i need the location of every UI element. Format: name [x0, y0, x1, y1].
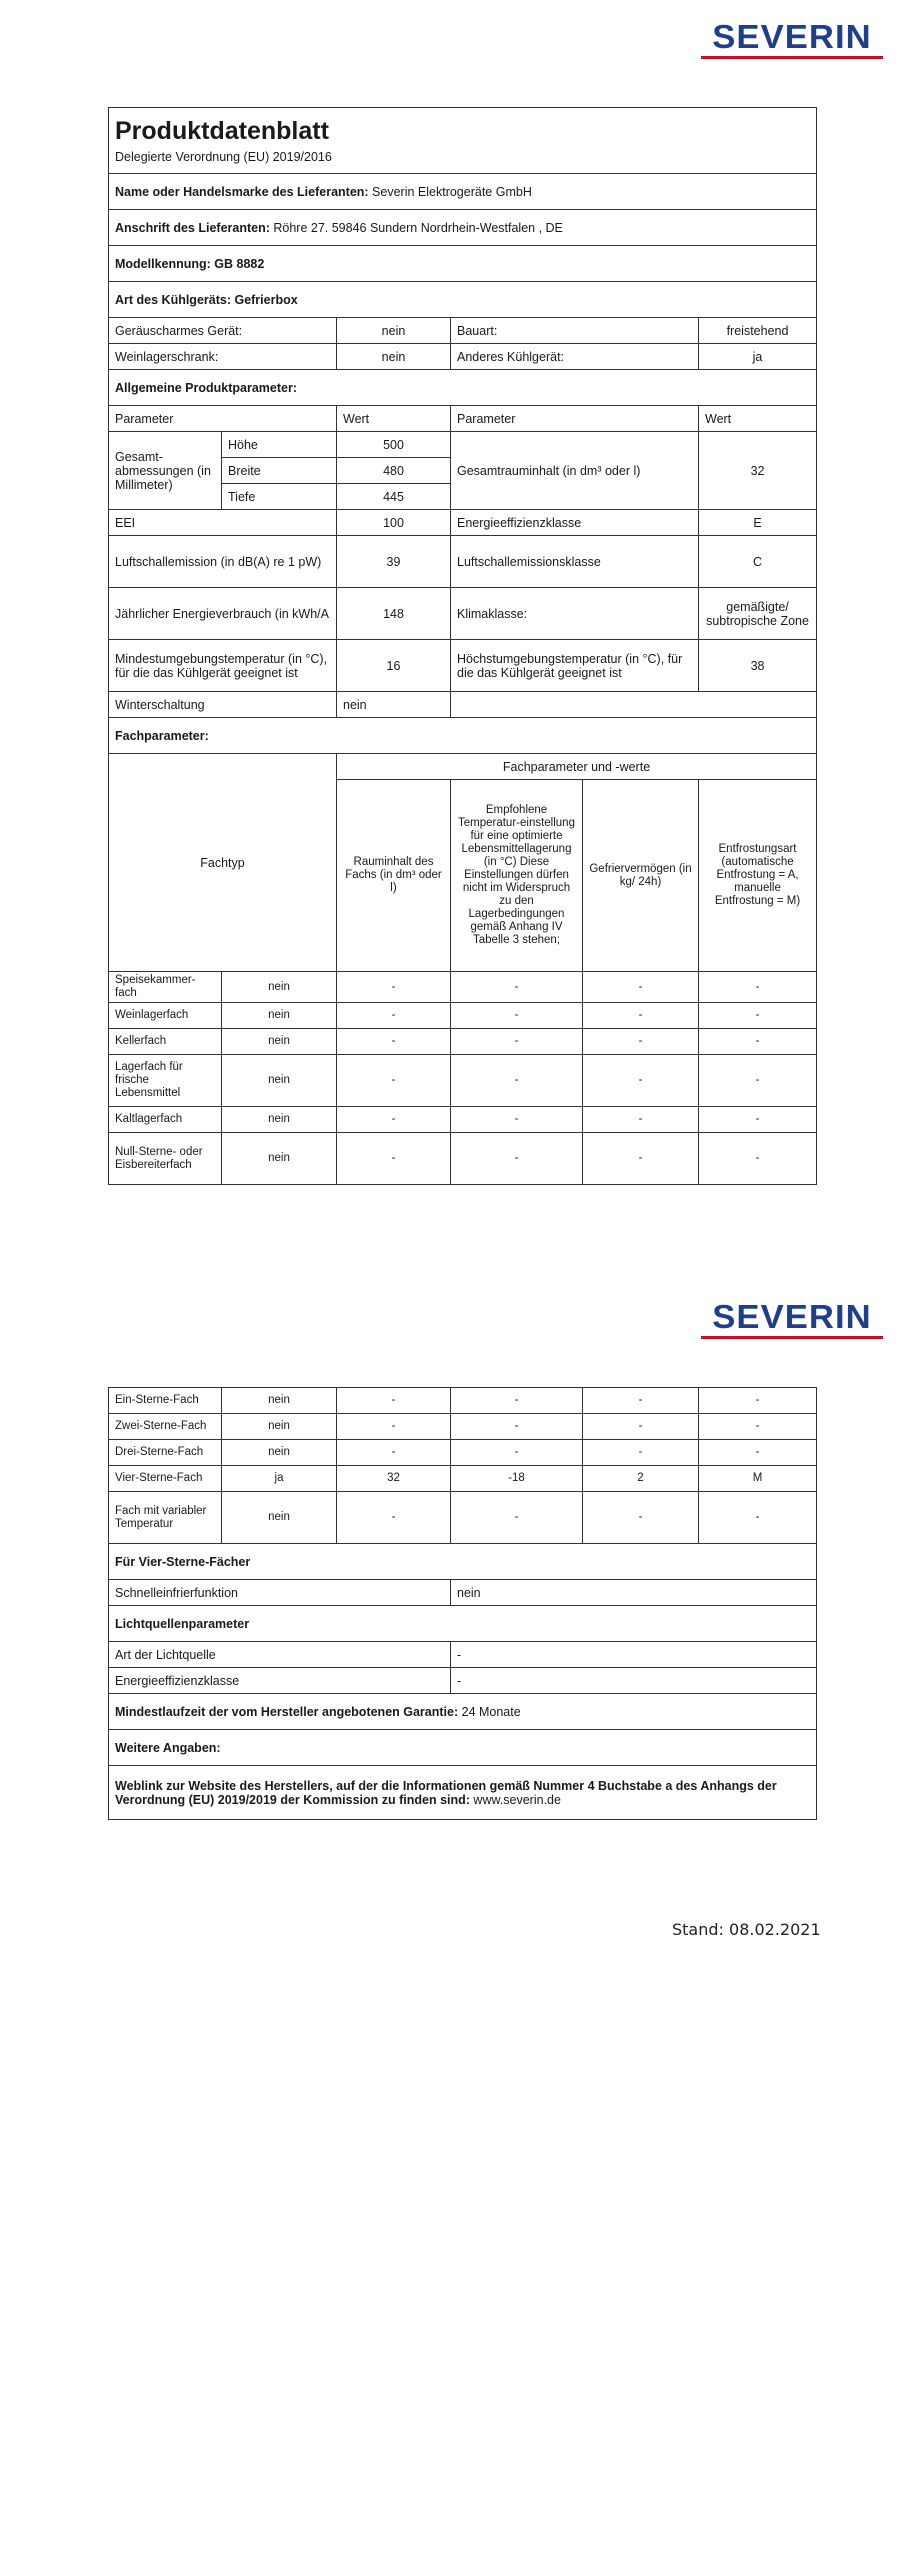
annual-energy-value: 148	[337, 588, 451, 640]
compartment-freeze: -	[583, 1133, 699, 1185]
compartment-present: nein	[222, 1440, 337, 1466]
compartment-freeze: -	[583, 1440, 699, 1466]
compartment-defrost: -	[699, 1492, 817, 1544]
noise-class-label: Luftschallemissionsklasse	[451, 536, 699, 588]
winter-mode-empty	[451, 692, 817, 718]
product-datasheet-table-page1	[108, 107, 817, 1185]
compartment-defrost: -	[699, 1003, 817, 1029]
total-volume-value: 32	[699, 432, 817, 510]
warranty-value: 24 Monate	[458, 1704, 521, 1719]
compartment-name: Weinlagerfach	[109, 1003, 222, 1029]
quick-freeze-label: Schnelleinfrierfunktion	[109, 1580, 451, 1606]
compartment-temp: -	[451, 1414, 583, 1440]
climate-class-value: gemäßigte/ subtropische Zone	[699, 588, 817, 640]
appliance-type-value: Gefrierbox	[231, 292, 298, 307]
supplier-row	[109, 174, 817, 210]
compartment-row	[109, 1133, 817, 1185]
noise-class-value: C	[699, 536, 817, 588]
quick-freeze-value: nein	[451, 1580, 817, 1606]
weblink-label: Weblink zur Website des Herstellers, auf der die Informationen gemäß Nummer 4 Buchstabe a des Anhangs der Verordnung (EU) 2019/2019 der Kommission zu finden sind:	[115, 1778, 777, 1807]
compartment-defrost: -	[699, 972, 817, 1003]
compartment-row	[109, 1107, 817, 1133]
energy-class-label: Energieeffizienzklasse	[451, 510, 699, 536]
compartment-temp: -	[451, 1388, 583, 1414]
brand-underline	[701, 56, 883, 59]
compartment-rows-page1	[109, 972, 817, 1185]
compartment-present: nein	[222, 1133, 337, 1185]
weblink-value[interactable]: www.severin.de	[469, 1792, 561, 1807]
compartment-defrost: -	[699, 1055, 817, 1107]
brand-wordmark-page2: SEVERIN	[712, 1298, 872, 1335]
other-appliance-value: ja	[699, 344, 817, 370]
compartment-volume: -	[337, 1492, 451, 1544]
low-noise-value: nein	[337, 318, 451, 344]
eei-label: EEI	[109, 510, 337, 536]
appliance-type-row	[109, 282, 817, 318]
compartment-name: Zwei-Sterne-Fach	[109, 1414, 222, 1440]
datasheet-title: Produktdatenblatt	[115, 116, 329, 145]
wine-cabinet-label: Weinlagerschrank:	[109, 344, 337, 370]
wine-cabinet-value: nein	[337, 344, 451, 370]
compartment-temp: -	[451, 1003, 583, 1029]
compartment-name: Vier-Sterne-Fach	[109, 1466, 222, 1492]
warranty-label: Mindestlaufzeit der vom Hersteller angebotenen Garantie:	[115, 1704, 459, 1719]
address-label: Anschrift des Lieferanten:	[115, 220, 270, 235]
compartment-volume: -	[337, 1029, 451, 1055]
light-type-label: Art der Lichtquelle	[109, 1642, 451, 1668]
compartment-freeze: -	[583, 972, 699, 1003]
compartment-temp: -	[451, 1029, 583, 1055]
compartment-name: Drei-Sterne-Fach	[109, 1440, 222, 1466]
compartment-row	[109, 1466, 817, 1492]
winter-mode-label: Winterschaltung	[109, 692, 337, 718]
model-label: Modellkennung:	[115, 256, 211, 271]
regulation-subtitle: Delegierte Verordnung (EU) 2019/2016	[115, 149, 332, 164]
compartment-present: ja	[222, 1466, 337, 1492]
compartment-row	[109, 972, 817, 1003]
compartment-volume: -	[337, 1133, 451, 1185]
compartment-present: nein	[222, 1414, 337, 1440]
compartment-volume: -	[337, 972, 451, 1003]
compartment-row	[109, 1414, 817, 1440]
compartment-temp: -	[451, 1492, 583, 1544]
compartment-temp: -	[451, 1055, 583, 1107]
compartment-defrost: -	[699, 1133, 817, 1185]
compartment-volume: -	[337, 1440, 451, 1466]
compartment-volume: -	[337, 1388, 451, 1414]
compartment-volume-header: Rauminhalt des Fachs (in dm³ oder l)	[337, 780, 451, 972]
light-class-label: Energieeffizienzklasse	[109, 1668, 451, 1694]
value-column-header: Wert	[337, 406, 451, 432]
date-stamp: Stand: 08.02.2021	[672, 1920, 821, 1939]
eei-value: 100	[337, 510, 451, 536]
climate-class-label: Klimaklasse:	[451, 588, 699, 640]
compartment-row	[109, 1029, 817, 1055]
address-value: Röhre 27. 59846 Sundern Nordrhein-Westfalen , DE	[269, 220, 563, 235]
compartment-freeze: -	[583, 1055, 699, 1107]
compartment-defrost: -	[699, 1029, 817, 1055]
product-datasheet-table-page2	[108, 1387, 817, 1820]
height-value: 500	[337, 432, 451, 458]
compartment-row	[109, 1388, 817, 1414]
compartment-temp: -	[451, 1440, 583, 1466]
width-value: 480	[337, 458, 451, 484]
dimensions-label: Gesamt-abmessungen (in Millimeter)	[109, 432, 222, 510]
noise-emission-label: Luftschallemission (in dB(A) re 1 pW)	[109, 536, 337, 588]
other-appliance-label: Anderes Kühlgerät:	[451, 344, 699, 370]
compartment-name: Fach mit variabler Temperatur	[109, 1492, 222, 1544]
compartment-rows-page2	[109, 1388, 817, 1544]
compartment-volume: -	[337, 1414, 451, 1440]
compartment-present: nein	[222, 1492, 337, 1544]
address-row	[109, 210, 817, 246]
compartment-present: nein	[222, 1388, 337, 1414]
brand-wordmark: SEVERIN	[712, 18, 872, 55]
appliance-type-label: Art des Kühlgeräts:	[115, 292, 231, 307]
annual-energy-label: Jährlicher Energieverbrauch (in kWh/A	[109, 588, 337, 640]
compartment-present: nein	[222, 972, 337, 1003]
compartment-name: Null-Sterne- oder Eisbereiterfach	[109, 1133, 222, 1185]
four-star-heading: Für Vier-Sterne-Fächer	[109, 1544, 817, 1580]
depth-label: Tiefe	[222, 484, 337, 510]
compartment-volume: 32	[337, 1466, 451, 1492]
compartment-name: Kellerfach	[109, 1029, 222, 1055]
datasheet-title-cell	[109, 108, 817, 174]
compartment-freeze: -	[583, 1414, 699, 1440]
compartment-freeze: -	[583, 1003, 699, 1029]
compartment-volume: -	[337, 1055, 451, 1107]
light-class-value: -	[451, 1668, 817, 1694]
min-ambient-temp-label: Mindestumgebungstemperatur (in °C), für die das Kühlgerät geeignet ist	[109, 640, 337, 692]
recommended-temp-header: Empfohlene Temperatur-einstellung für eine optimierte Lebensmittellagerung (in °C) Diese Einstellungen dürfen nicht im Widerspruch zu den Lagerbedingungen gemäß Anhang IV Tabelle 3 stehen;	[451, 780, 583, 972]
param-column-header-2: Parameter	[451, 406, 699, 432]
design-type-label: Bauart:	[451, 318, 699, 344]
compartment-volume: -	[337, 1107, 451, 1133]
compartment-present: nein	[222, 1107, 337, 1133]
supplier-value: Severin Elektrogeräte GmbH	[368, 184, 532, 199]
supplier-label: Name oder Handelsmarke des Lieferanten:	[115, 184, 369, 199]
compartment-present: nein	[222, 1029, 337, 1055]
value-column-header-2: Wert	[699, 406, 817, 432]
compartment-present: nein	[222, 1055, 337, 1107]
compartment-row	[109, 1055, 817, 1107]
design-type-value: freistehend	[699, 318, 817, 344]
depth-value: 445	[337, 484, 451, 510]
brand-underline-page2	[701, 1336, 883, 1339]
total-volume-label: Gesamtrauminhalt (in dm³ oder l)	[451, 432, 699, 510]
light-source-heading: Lichtquellenparameter	[109, 1606, 817, 1642]
compartment-freeze: -	[583, 1029, 699, 1055]
compartment-name: Lagerfach für frische Lebensmittel	[109, 1055, 222, 1107]
compartment-freeze: 2	[583, 1466, 699, 1492]
compartment-row	[109, 1492, 817, 1544]
max-ambient-temp-label: Höchstumgebungstemperatur (in °C), für die das Kühlgerät geeignet ist	[451, 640, 699, 692]
compartment-defrost: -	[699, 1440, 817, 1466]
model-row	[109, 246, 817, 282]
freezing-capacity-header: Gefriervermögen (in kg/ 24h)	[583, 780, 699, 972]
severin-logo-page2	[701, 1300, 883, 1339]
compartment-temp: -	[451, 1107, 583, 1133]
compartment-volume: -	[337, 1003, 451, 1029]
compartment-temp: -	[451, 1133, 583, 1185]
compartment-values-header: Fachparameter und -werte	[337, 754, 817, 780]
compartment-defrost: -	[699, 1388, 817, 1414]
compartment-present: nein	[222, 1003, 337, 1029]
model-value: GB 8882	[210, 256, 265, 271]
severin-logo	[701, 20, 883, 59]
general-params-heading: Allgemeine Produktparameter:	[109, 370, 817, 406]
compartment-freeze: -	[583, 1388, 699, 1414]
compartment-defrost: M	[699, 1466, 817, 1492]
height-label: Höhe	[222, 432, 337, 458]
min-ambient-temp-value: 16	[337, 640, 451, 692]
defrost-type-header: Entfrostungsart (automatische Entfrostung = A, manuelle Entfrostung = M)	[699, 780, 817, 972]
compartment-freeze: -	[583, 1492, 699, 1544]
warranty-row	[109, 1694, 817, 1730]
further-info-heading: Weitere Angaben:	[109, 1730, 817, 1766]
compartment-name: Speisekammer-fach	[109, 972, 222, 1003]
weblink-row	[109, 1766, 817, 1820]
light-type-value: -	[451, 1642, 817, 1668]
param-column-header: Parameter	[109, 406, 337, 432]
noise-emission-value: 39	[337, 536, 451, 588]
compartment-defrost: -	[699, 1414, 817, 1440]
low-noise-label: Geräuscharmes Gerät:	[109, 318, 337, 344]
compartment-temp: -18	[451, 1466, 583, 1492]
compartment-type-header: Fachtyp	[109, 754, 337, 972]
max-ambient-temp-value: 38	[699, 640, 817, 692]
compartment-name: Ein-Sterne-Fach	[109, 1388, 222, 1414]
compartment-row	[109, 1440, 817, 1466]
energy-class-value: E	[699, 510, 817, 536]
width-label: Breite	[222, 458, 337, 484]
compartment-defrost: -	[699, 1107, 817, 1133]
compartment-freeze: -	[583, 1107, 699, 1133]
compartment-row	[109, 1003, 817, 1029]
compartment-name: Kaltlagerfach	[109, 1107, 222, 1133]
winter-mode-value: nein	[337, 692, 451, 718]
compartment-temp: -	[451, 972, 583, 1003]
compartment-params-heading: Fachparameter:	[109, 718, 817, 754]
